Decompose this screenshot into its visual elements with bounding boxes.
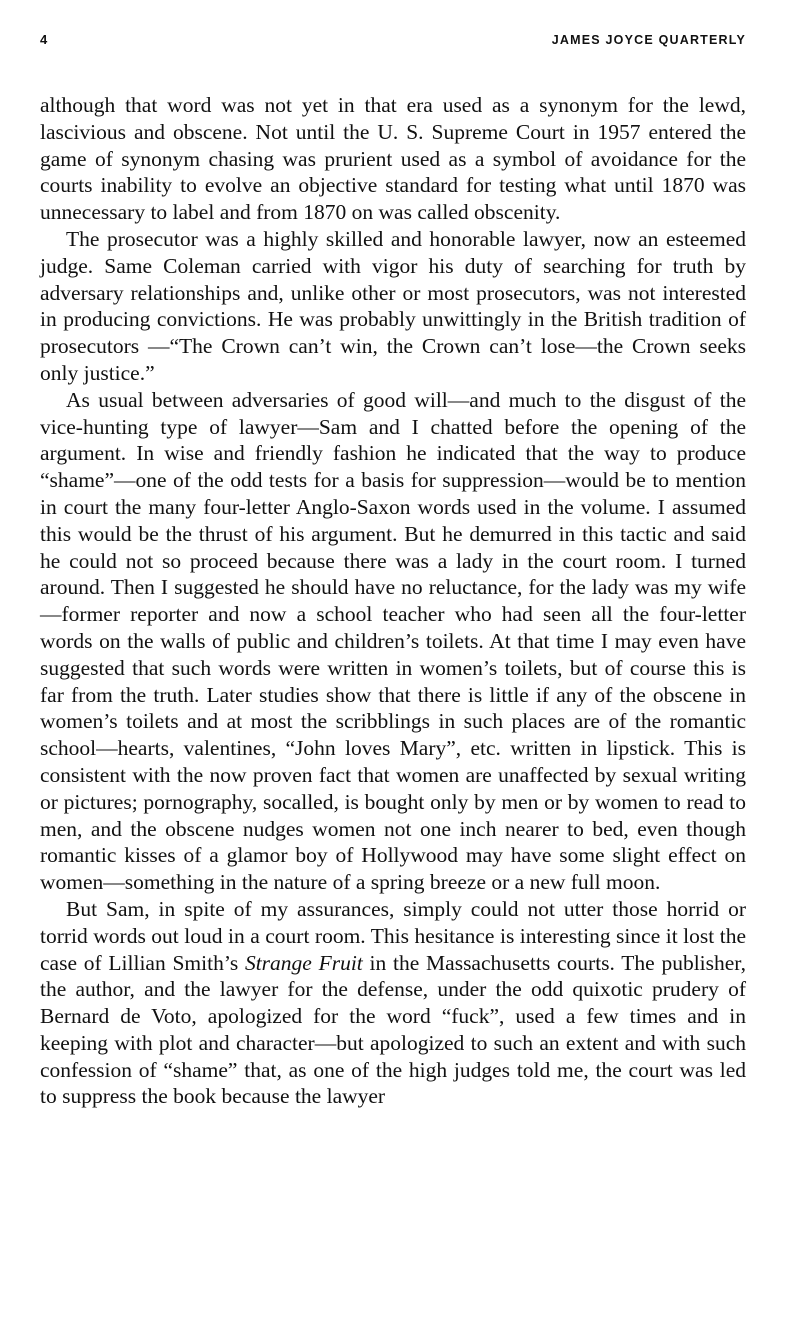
page-number: 4	[40, 32, 49, 47]
running-head	[40, 32, 746, 54]
paragraph-text: As usual between adversaries of good will—and much to the disgust of the vice-hunting type of lawyer—Sam and I chatted before the opening of the argument. In wise and friendly fashion he indicated that the way to produce “shame”—one of the odd tests for a basis for suppression—would be to mention in court the many four-letter Anglo-Saxon words used in the volume. I assumed this would be the thrust of his argument. But he demurred in this tactic and said he could not so proceed because there was a lady in the court room. I turned around. Then I suggested he should have no reluctance, for the lady was my wife—former reporter and now a school teacher who had seen all the four-letter words on the walls of public and children’s toilets. At that time I may even have suggested that such words were written in women’s toilets, but of course this is far from the truth. Later studies show that there is little if any of the obscene in women’s toilets and at most the scribblings in such places are of the romantic school—hearts, valentines, “John loves Mary”, etc. written in lipstick. This is consistent with the now proven fact that women are unaffected by sexual writing or pictures; pornography, socalled, is bought only by men or by women to read to men, and the obscene nudges women not one inch nearer to bed, even though romantic kisses of a glamor boy of Hollywood may have some slight effect on women—something in the nature of a spring breeze or a new full moon.	[40, 387, 746, 895]
paragraph-continued	[40, 92, 746, 226]
journal-page	[40, 32, 746, 1110]
paragraph-text: The prosecutor was a highly skilled and honorable lawyer, now an esteemed judge. Same Coleman carried with vigor his duty of searching for truth by adversary relationships and, unlike other or most prosecutors, was not interested in producing convictions. He was probably unwittingly in the British tradition of prosecutors —“The Crown can’t win, the Crown can’t lose—the Crown seeks only justice.”	[40, 226, 746, 385]
paragraph-sam	[40, 896, 746, 1110]
paragraph-text: But Sam, in spite of my assurances, simply could not utter those horrid or torrid words out loud in a court room. This hesitance is interesting since it lost the case of Lillian Smith’s	[40, 896, 746, 975]
paragraph-text: in the Massachusetts courts. The publisher, the author, and the lawyer for the defense, under the odd quixotic prudery of Bernard de Voto, apologized for the word “fuck”, used a few times and in keeping with plot and character—but apologized to such an extent and with such confession of “shame” that, as one of the high judges told me, the court was led to suppress the book because the lawyer	[40, 950, 746, 1109]
journal-title: JAMES JOYCE QUARTERLY	[551, 33, 746, 47]
paragraph-prosecutor	[40, 226, 746, 387]
paragraph-text: although that word was not yet in that era used as a synonym for the lewd, lascivious and obscene. Not until the U. S. Supreme Court in 1957 entered the game of synonym chasing was prurient used as a symbol of avoidance for the courts inability to evolve an objective standard for testing what until 1870 was unnecessary to label and from 1870 on was called obscenity.	[40, 93, 746, 225]
article-body	[40, 92, 746, 1110]
paragraph-adversaries	[40, 387, 746, 896]
book-title-italic: Strange Fruit	[244, 950, 363, 975]
